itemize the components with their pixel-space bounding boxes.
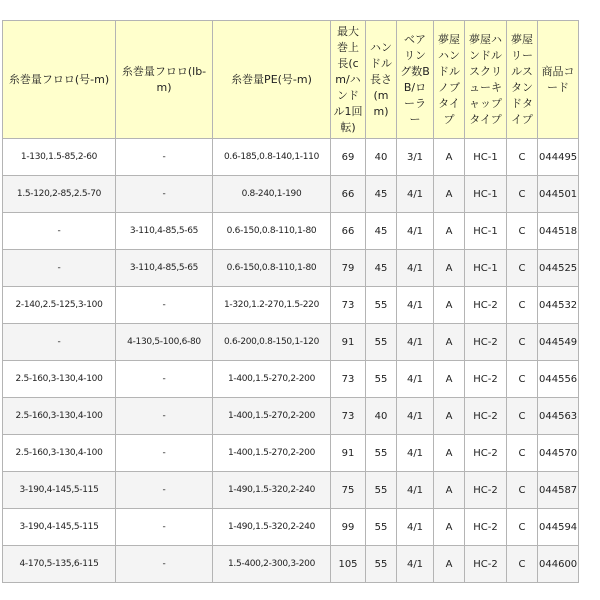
cell-fluoro-lb-m: - [116,435,213,472]
header-bearings: ベアリング数BB/ローラー [397,21,434,139]
cell-screw-cap-type: HC-2 [465,546,507,583]
cell-fluoro-go-m: - [3,213,116,250]
cell-max-retrieve: 66 [331,176,366,213]
table-row [3,361,579,398]
cell-handle-length: 45 [366,250,397,287]
cell-max-retrieve: 79 [331,250,366,287]
cell-stand-type: C [507,139,538,176]
cell-max-retrieve: 91 [331,324,366,361]
cell-bearings: 4/1 [397,435,434,472]
cell-handle-length: 55 [366,472,397,509]
cell-bearings: 4/1 [397,546,434,583]
cell-screw-cap-type: HC-1 [465,139,507,176]
cell-fluoro-go-m: 2-140,2.5-125,3-100 [3,287,116,324]
cell-screw-cap-type: HC-2 [465,435,507,472]
cell-fluoro-go-m: 2.5-160,3-130,4-100 [3,398,116,435]
cell-handle-length: 55 [366,509,397,546]
cell-product-code: 044600 [538,546,579,583]
cell-product-code: 044570 [538,435,579,472]
cell-pe-go-m: 1.5-400,2-300,3-200 [213,546,331,583]
cell-max-retrieve: 73 [331,361,366,398]
cell-product-code: 044532 [538,287,579,324]
cell-fluoro-go-m: 1.5-120,2-85,2.5-70 [3,176,116,213]
cell-stand-type: C [507,250,538,287]
cell-screw-cap-type: HC-1 [465,213,507,250]
cell-fluoro-lb-m: - [116,398,213,435]
table-row [3,546,579,583]
cell-handle-length: 55 [366,324,397,361]
cell-handle-length: 55 [366,287,397,324]
cell-bearings: 4/1 [397,176,434,213]
cell-fluoro-lb-m: - [116,546,213,583]
cell-fluoro-lb-m: 3-110,4-85,5-65 [116,250,213,287]
cell-max-retrieve: 66 [331,213,366,250]
spec-table [2,20,579,583]
cell-product-code: 044495 [538,139,579,176]
cell-max-retrieve: 69 [331,139,366,176]
cell-pe-go-m: 1-490,1.5-320,2-240 [213,472,331,509]
cell-handle-length: 55 [366,546,397,583]
header-max-retrieve: 最大巻上長(cm/ハンドル1回転) [331,21,366,139]
table-row [3,176,579,213]
cell-pe-go-m: 0.6-200,0.8-150,1-120 [213,324,331,361]
cell-handle-length: 45 [366,176,397,213]
cell-fluoro-go-m: 3-190,4-145,5-115 [3,472,116,509]
cell-stand-type: C [507,435,538,472]
table-row [3,139,579,176]
cell-fluoro-lb-m: 4-130,5-100,6-80 [116,324,213,361]
cell-product-code: 044563 [538,398,579,435]
cell-bearings: 4/1 [397,398,434,435]
cell-fluoro-go-m: 3-190,4-145,5-115 [3,509,116,546]
cell-knob-type: A [434,398,465,435]
cell-knob-type: A [434,176,465,213]
cell-fluoro-go-m: - [3,250,116,287]
table-row [3,250,579,287]
header-screw-cap-type: 夢屋ハンドルスクリューキャップタイプ [465,21,507,139]
table-row [3,509,579,546]
cell-product-code: 044594 [538,509,579,546]
cell-stand-type: C [507,213,538,250]
cell-product-code: 044518 [538,213,579,250]
cell-stand-type: C [507,472,538,509]
header-knob-type: 夢屋ハンドルノブタイプ [434,21,465,139]
cell-pe-go-m: 1-490,1.5-320,2-240 [213,509,331,546]
cell-screw-cap-type: HC-2 [465,472,507,509]
table-row [3,435,579,472]
cell-bearings: 4/1 [397,361,434,398]
cell-pe-go-m: 0.6-185,0.8-140,1-110 [213,139,331,176]
cell-bearings: 4/1 [397,472,434,509]
cell-screw-cap-type: HC-2 [465,361,507,398]
cell-handle-length: 40 [366,398,397,435]
cell-stand-type: C [507,509,538,546]
cell-fluoro-lb-m: - [116,509,213,546]
cell-product-code: 044549 [538,324,579,361]
cell-handle-length: 55 [366,361,397,398]
cell-fluoro-go-m: 4-170,5-135,6-115 [3,546,116,583]
cell-fluoro-lb-m: - [116,139,213,176]
cell-fluoro-lb-m: 3-110,4-85,5-65 [116,213,213,250]
cell-knob-type: A [434,287,465,324]
cell-stand-type: C [507,361,538,398]
cell-product-code: 044556 [538,361,579,398]
cell-pe-go-m: 1-400,1.5-270,2-200 [213,435,331,472]
cell-stand-type: C [507,287,538,324]
table-row [3,213,579,250]
cell-max-retrieve: 75 [331,472,366,509]
cell-bearings: 4/1 [397,287,434,324]
cell-fluoro-lb-m: - [116,287,213,324]
cell-bearings: 3/1 [397,139,434,176]
cell-knob-type: A [434,139,465,176]
cell-max-retrieve: 99 [331,509,366,546]
cell-max-retrieve: 105 [331,546,366,583]
cell-bearings: 4/1 [397,509,434,546]
header-pe-go-m: 糸巻量PE(号-m) [213,21,331,139]
cell-screw-cap-type: HC-1 [465,176,507,213]
table-row [3,287,579,324]
cell-pe-go-m: 1-400,1.5-270,2-200 [213,361,331,398]
cell-knob-type: A [434,213,465,250]
cell-knob-type: A [434,361,465,398]
header-handle-length: ハンドル長さ(mm) [366,21,397,139]
cell-fluoro-lb-m: - [116,176,213,213]
cell-screw-cap-type: HC-2 [465,398,507,435]
cell-knob-type: A [434,324,465,361]
cell-pe-go-m: 0.8-240,1-190 [213,176,331,213]
cell-screw-cap-type: HC-2 [465,287,507,324]
cell-handle-length: 45 [366,213,397,250]
cell-pe-go-m: 1-320,1.2-270,1.5-220 [213,287,331,324]
header-fluoro-go-m: 糸巻量フロロ(号-m) [3,21,116,139]
cell-bearings: 4/1 [397,213,434,250]
cell-stand-type: C [507,176,538,213]
cell-fluoro-go-m: 2.5-160,3-130,4-100 [3,435,116,472]
cell-product-code: 044501 [538,176,579,213]
table-row [3,324,579,361]
cell-handle-length: 40 [366,139,397,176]
cell-knob-type: A [434,472,465,509]
cell-product-code: 044525 [538,250,579,287]
cell-pe-go-m: 0.6-150,0.8-110,1-80 [213,213,331,250]
table-row [3,398,579,435]
cell-pe-go-m: 1-400,1.5-270,2-200 [213,398,331,435]
cell-fluoro-lb-m: - [116,472,213,509]
cell-screw-cap-type: HC-1 [465,250,507,287]
cell-bearings: 4/1 [397,250,434,287]
cell-max-retrieve: 91 [331,435,366,472]
cell-fluoro-go-m: - [3,324,116,361]
header-fluoro-lb-m: 糸巻量フロロ(lb-m) [116,21,213,139]
cell-fluoro-go-m: 2.5-160,3-130,4-100 [3,361,116,398]
cell-pe-go-m: 0.6-150,0.8-110,1-80 [213,250,331,287]
cell-screw-cap-type: HC-2 [465,509,507,546]
cell-knob-type: A [434,509,465,546]
header-stand-type: 夢屋リールスタンドタイプ [507,21,538,139]
cell-handle-length: 55 [366,435,397,472]
cell-max-retrieve: 73 [331,287,366,324]
cell-stand-type: C [507,398,538,435]
cell-max-retrieve: 73 [331,398,366,435]
cell-stand-type: C [507,324,538,361]
table-header-row [3,21,579,139]
cell-bearings: 4/1 [397,324,434,361]
header-product-code: 商品コード [538,21,579,139]
cell-product-code: 044587 [538,472,579,509]
cell-screw-cap-type: HC-2 [465,324,507,361]
cell-knob-type: A [434,250,465,287]
cell-stand-type: C [507,546,538,583]
table-row [3,472,579,509]
cell-fluoro-go-m: 1-130,1.5-85,2-60 [3,139,116,176]
cell-knob-type: A [434,435,465,472]
cell-fluoro-lb-m: - [116,361,213,398]
cell-knob-type: A [434,546,465,583]
